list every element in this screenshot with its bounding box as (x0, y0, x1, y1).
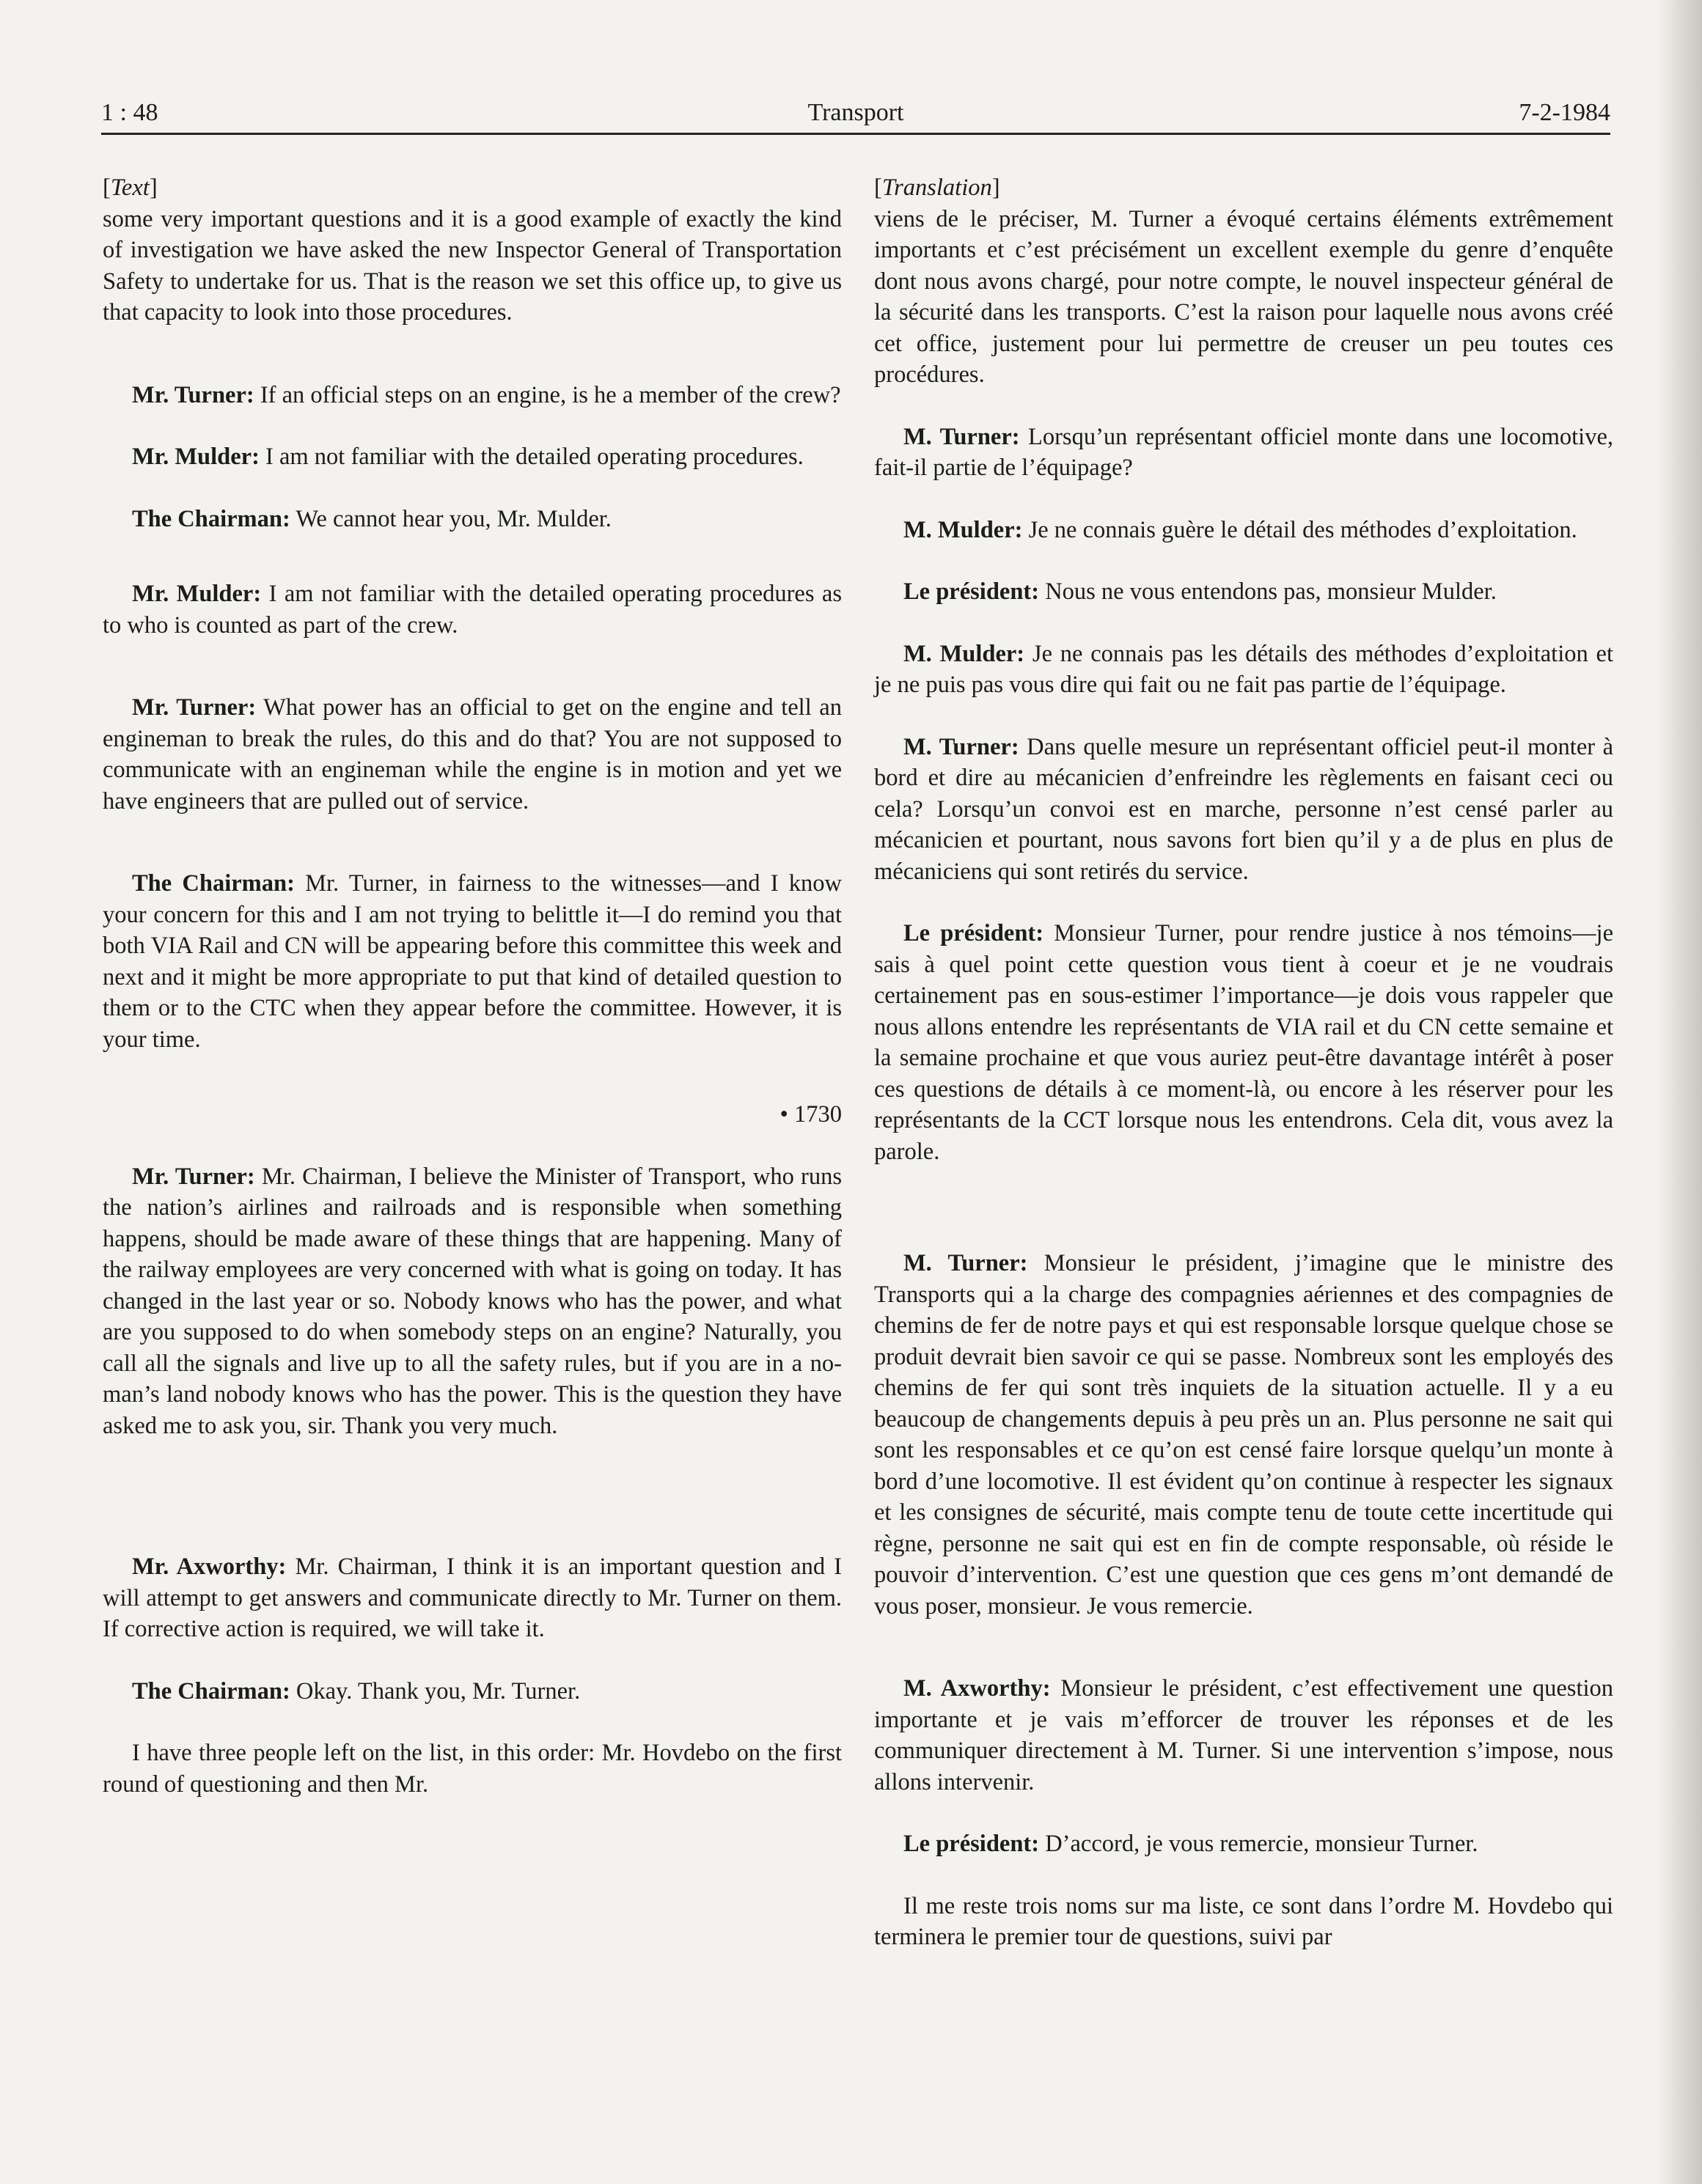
page-date: 7-2-1984 (1519, 99, 1610, 126)
speaker-name: M. Turner: (903, 1250, 1028, 1276)
speaker-name: Le président: (903, 920, 1044, 946)
speaker-name: The Chairman: (132, 870, 295, 897)
speaker-name: The Chairman: (132, 505, 290, 532)
paragraph: M. Mulder: Je ne connais guère le détail des méthodes d’exploitation. (903, 516, 1577, 543)
paragraph: Mr. Turner: What power has an official to get on the engine and tell an engineman to break the rules, do this and do that? You are not supposed to communicate with an engineman while the engine is in motion and yet we have engineers that are pulled out of service. (103, 694, 842, 815)
column-label: [Text] (103, 174, 158, 201)
speaker-name: Mr. Turner: (132, 1163, 255, 1190)
speaker-name: M. Turner: (903, 733, 1019, 760)
paragraph: viens de le préciser, M. Turner a évoqué certains éléments extrêmement importants et c’est précisément un excellent exemple du genre d’enquête dont nous avons chargé, pour notre compte, le nouvel inspecteur général de la sécurité dans les transports. C’est la raison pour laquelle nous avons créé cet office, justement pour lui permettre de creuser un peu toutes ces procédures. (874, 205, 1613, 388)
column-label: [Translation] (874, 174, 1000, 201)
paragraph: M. Mulder: Je ne connais pas les détails des méthodes d’exploitation et je ne puis pas vous dire qui fait ou ne fait pas partie de l’équipage. (874, 640, 1613, 698)
paragraph: The Chairman: Okay. Thank you, Mr. Turner. (132, 1677, 581, 1705)
page-header (101, 94, 1610, 132)
speaker-name: Le président: (903, 578, 1040, 605)
speaker-name: The Chairman: (132, 1677, 290, 1705)
french-column (874, 172, 1613, 1953)
speaker-name: M. Turner: (903, 423, 1020, 450)
paragraph: Mr. Mulder: I am not familiar with the detailed operating procedures as to who is counted as part of the crew. (103, 581, 842, 639)
paragraph: Mr. Axworthy: Mr. Chairman, I think it is an important question and I will attempt to get answers and communicate directly to Mr. Turner on them. If corrective action is required, we will take it. (103, 1554, 842, 1642)
page-edge-shadow (1658, 0, 1702, 2184)
paragraph: M. Turner: Lorsqu’un représentant officiel monte dans une locomotive, fait-il partie de l’équipage? (874, 423, 1613, 481)
time-marker: • 1730 (780, 1101, 842, 1128)
paragraph: Le président: Monsieur Turner, pour rendre justice à nos témoins—je sais à quel point cette question vous tient à coeur et je ne voudrais certainement pas en sous-estimer l’importance—je dois vous rappeler que nous allons entendre les représentants de VIA rail et du CN cette semaine et la semaine prochaine et que vous auriez peut-être davantage intérêt à poser ces questions de détails à ce moment-là, ou encore à les réserver pour les représentants de la CCT lorsque nous les entendrons. Cela dit, vous avez la parole. (874, 920, 1613, 1165)
speaker-name: Le président: (903, 1831, 1040, 1857)
speaker-name: M. Axworthy: (903, 1675, 1051, 1702)
paragraph: Il me reste trois noms sur ma liste, ce sont dans l’ordre M. Hovdebo qui terminera le premier tour de questions, suivi par (874, 1892, 1613, 1950)
page-title: Transport (807, 99, 904, 126)
paragraph: The Chairman: We cannot hear you, Mr. Mulder. (132, 505, 612, 532)
paragraph: I have three people left on the list, in this order: Mr. Hovdebo on the first round of questioning and then Mr. (103, 1740, 842, 1798)
speaker-name: Mr. Mulder: (132, 444, 260, 470)
speaker-name: Mr. Mulder: (132, 581, 262, 607)
paragraph: Mr. Turner: If an official steps on an engine, is he a member of the crew? (132, 381, 841, 408)
paragraph: The Chairman: Mr. Turner, in fairness to the witnesses—and I know your concern for this and I am not trying to belittle it—I do remind you that both VIA Rail and CN will be appearing before this committee this week and next and it might be more appropriate to put that kind of detailed question to them or to the CTC when they appear before the committee. However, it is your time. (103, 870, 842, 1053)
speaker-name: Mr. Turner: (132, 694, 257, 721)
english-column (103, 172, 842, 1800)
paragraph: Le président: D’accord, je vous remercie, monsieur Turner. (903, 1831, 1478, 1857)
paragraph: M. Turner: Monsieur le président, j’imagine que le ministre des Transports qui a la charge des compagnies aériennes et des compagnies de chemins de fer de notre pays et qui est responsable lorsque quelque chose se produit devrait bien savoir ce qui se passe. Nombreux sont les employés des chemins de fer qui sont très inquiets de la situation actuelle. Il y a eu beaucoup de changements depuis à peu près un an. Plus personne ne sait qui sont les responsables et ce qu’on est censé faire lorsque quelqu’un monte à bord d’une locomotive. Il est évident qu’on continue à respecter les signaux et les consignes de sécurité, mais compte tenu de toute cette incertitude qui règne, personne ne sait qui est en fin de compte responsable, où réside le pouvoir d’intervention. C’est une question que ces gens m’ont demandé de vous poser, monsieur. Je vous remercie. (874, 1250, 1613, 1619)
paragraph: M. Axworthy: Monsieur le président, c’est effectivement une question importante et je vais m’efforcer de trouver les réponses et de les communiquer directement à M. Turner. Si une intervention s’impose, nous allons intervenir. (874, 1675, 1614, 1795)
paragraph: Mr. Mulder: I am not familiar with the detailed operating procedures. (132, 444, 804, 470)
speaker-name: M. Mulder: (903, 516, 1023, 543)
speaker-name: Mr. Turner: (132, 381, 254, 408)
paragraph: Mr. Turner: Mr. Chairman, I believe the Minister of Transport, who runs the nation’s airlines and railroads and is responsible when something happens, should be made aware of these things that are happening. Many of the railway employees are very concerned with what is going on today. It has changed in the last year or so. Nobody knows who has the power, and what are you supposed to do when somebody steps on an engine? Naturally, you call all the signals and live up to all the safety rules, but if you are in a no-man’s land nobody knows who has the power. This is the question they have asked me to ask you, sir. Thank you very much. (103, 1163, 842, 1439)
speaker-name: Mr. Axworthy: (132, 1554, 287, 1580)
speaker-name: M. Mulder: (903, 640, 1025, 667)
paragraph: some very important questions and it is a good example of exactly the kind of investigation we have asked the new Inspector General of Transportation Safety to undertake for us. That is the reason we set this office up, to give us that capacity to look into those procedures. (103, 205, 842, 326)
page-number: 1 : 48 (101, 99, 158, 126)
paragraph: Le président: Nous ne vous entendons pas, monsieur Mulder. (903, 578, 1497, 605)
paragraph: M. Turner: Dans quelle mesure un représentant officiel peut-il monter à bord et dire au mécanicien d’enfreindre les règlements en faisant ceci ou cela? Lorsqu’un convoi est en marche, personne n’est censé parler au mécanicien et pourtant, nous savons fort bien qu’il y a de plus en plus de mécaniciens qui sont retirés du service. (874, 733, 1614, 885)
header-rule (101, 133, 1610, 135)
